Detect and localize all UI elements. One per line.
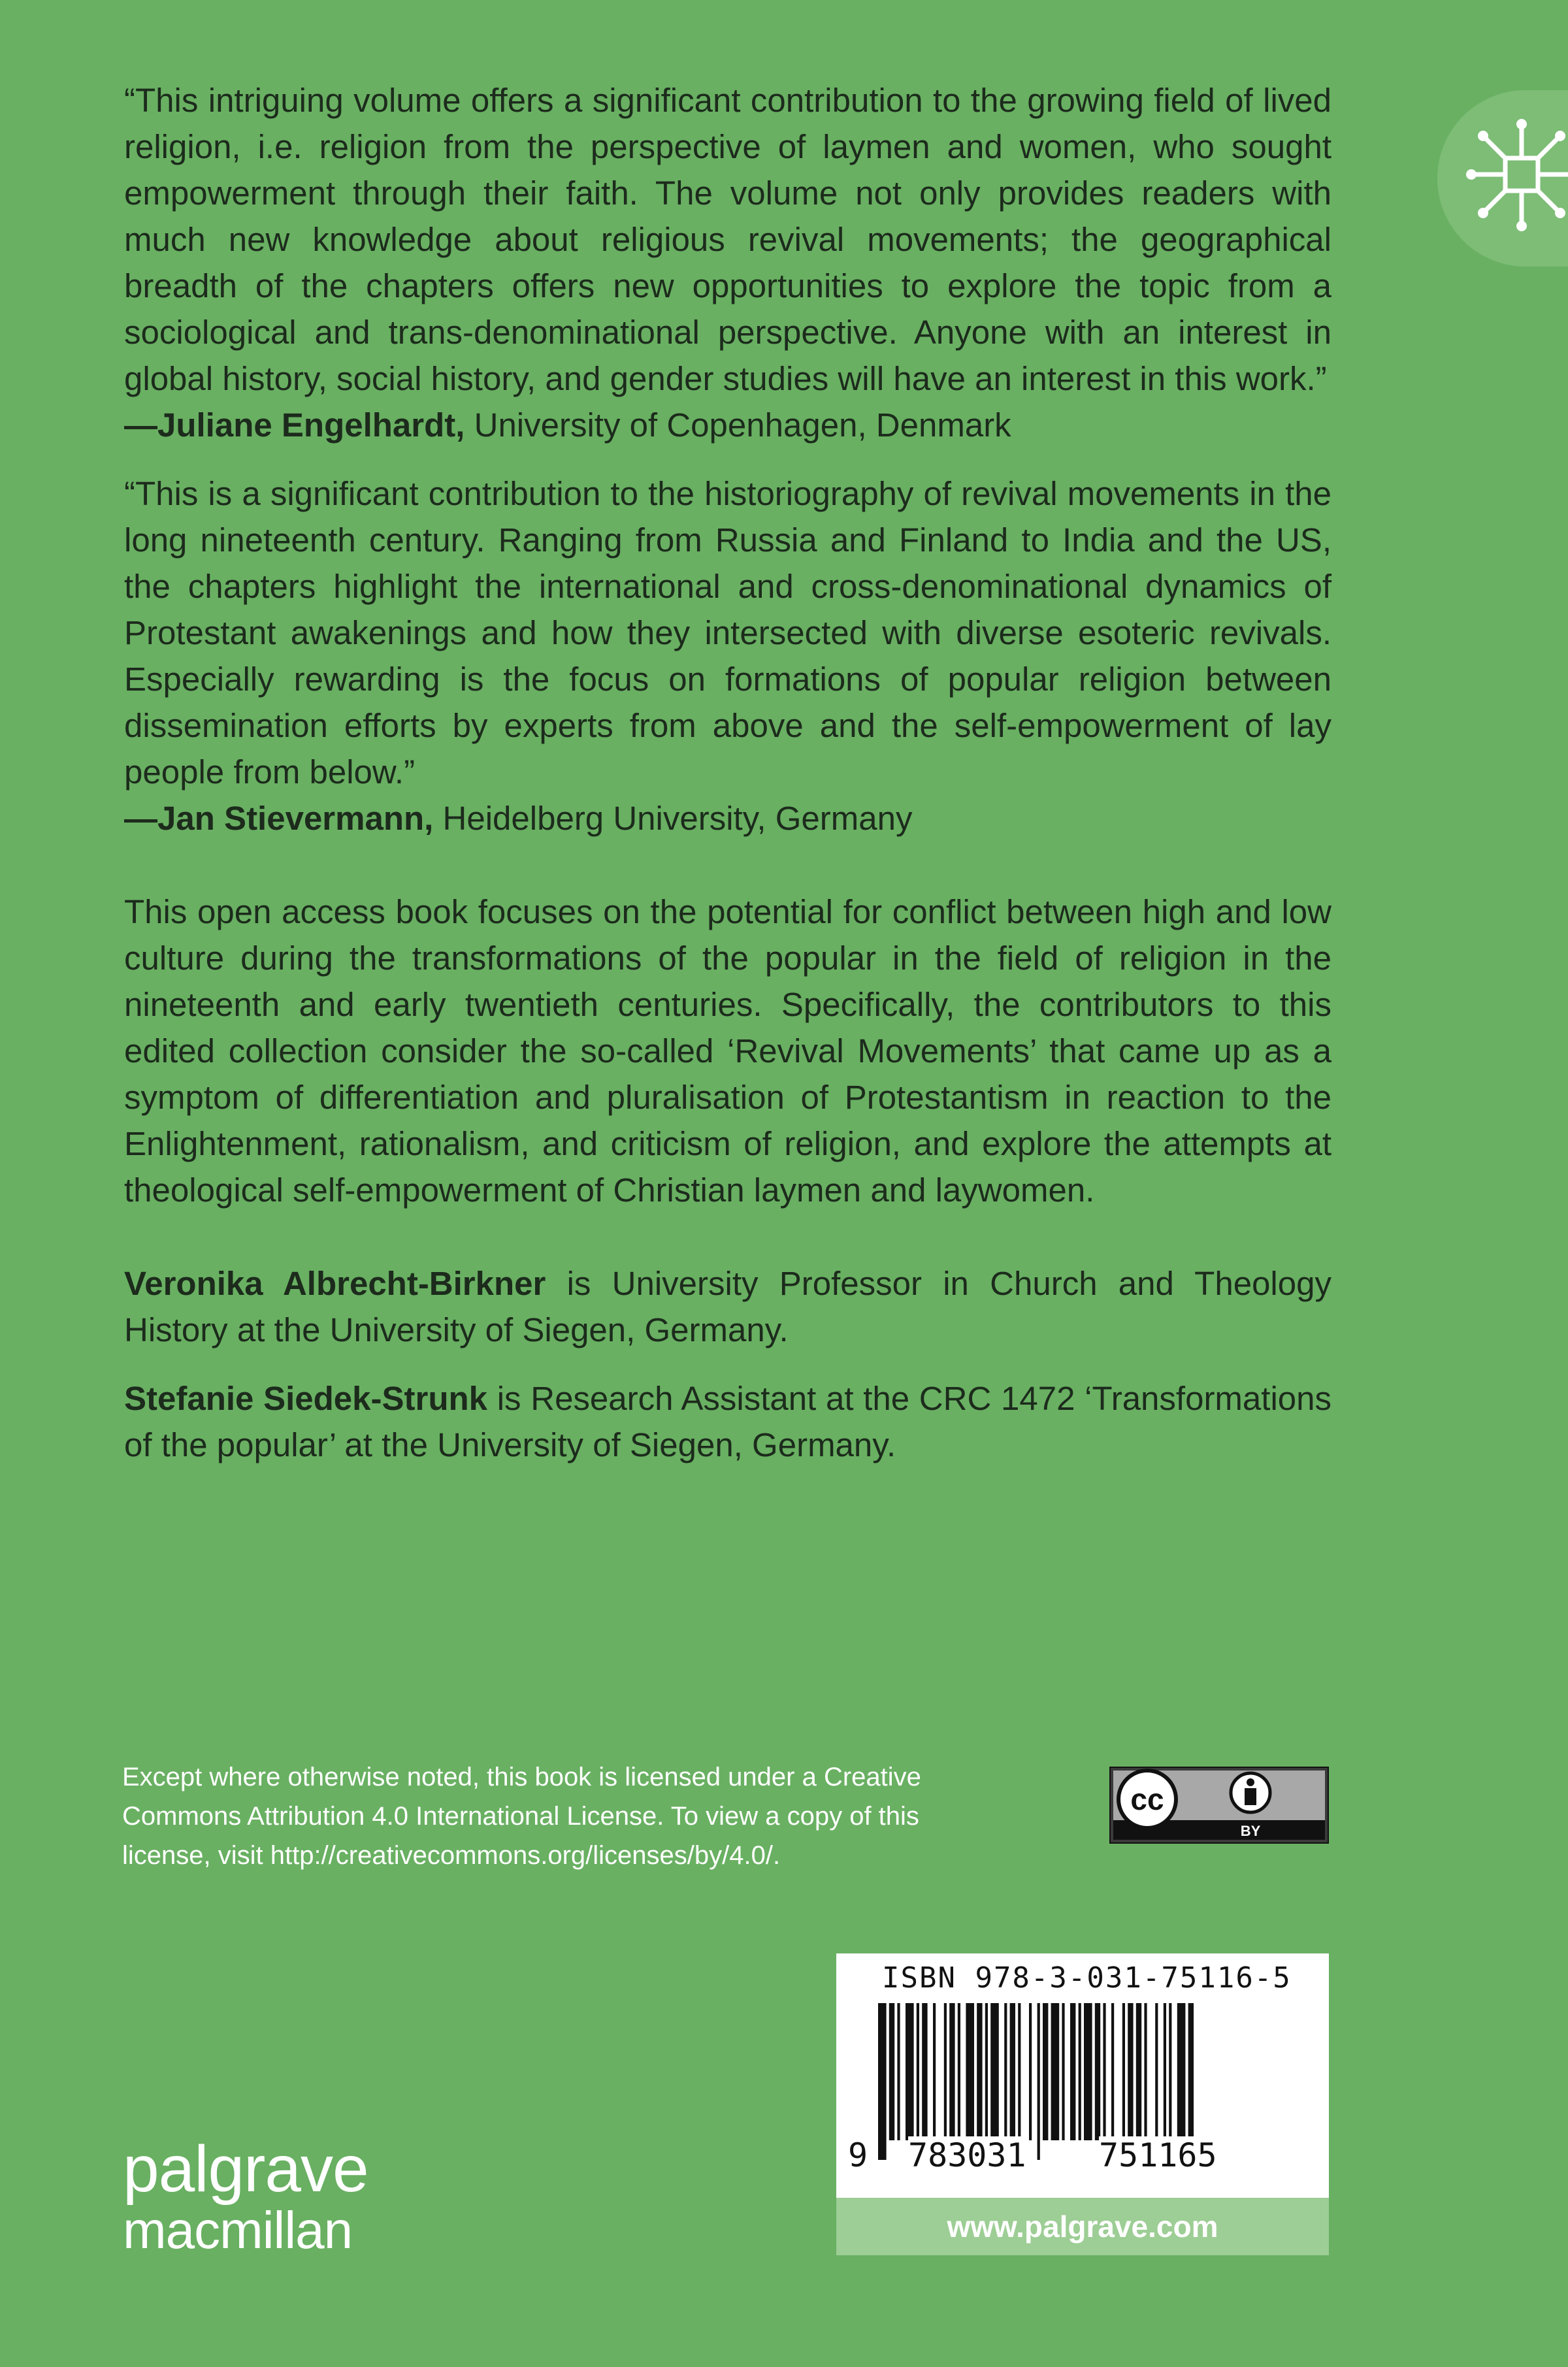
barcode-bar <box>958 2003 960 2140</box>
barcode-bar <box>977 2003 982 2140</box>
barcode-bar <box>1084 2003 1092 2140</box>
barcode-bar <box>1128 2003 1133 2140</box>
barcode-bar <box>1103 2003 1105 2140</box>
barcode-bar <box>1004 2003 1007 2140</box>
cc-by-label: BY <box>1240 1823 1261 1839</box>
barcode-bar <box>1136 2003 1141 2140</box>
isbn-digit-prefix: 9 <box>848 2136 868 2174</box>
editor-name-1: Veronika Albrecht-Birkner <box>124 1265 546 1302</box>
blurb-attribution-1 <box>124 402 1331 448</box>
barcode-bar <box>1062 2003 1064 2140</box>
editor-name-2: Stefanie Siedek-Strunk <box>124 1380 488 1417</box>
barcode-bar <box>933 2003 936 2140</box>
creative-commons-by-icon <box>1109 1767 1329 1844</box>
barcode-bar <box>1095 2003 1100 2140</box>
barcode-bar <box>1051 2003 1060 2140</box>
editor-bio-text-2: is Research Assistant at the CRC 1472 ‘Transformations of the popular’ at the University of Siegen, Germany. <box>124 1380 1332 1463</box>
barcode-bar <box>1144 2003 1147 2140</box>
barcode-bar <box>1070 2003 1075 2140</box>
blurb-attribution-2 <box>124 795 1331 841</box>
isbn-digits-left: 783031 <box>908 2136 1026 2174</box>
blurb-author-2: —Jan Stievermann, <box>124 800 434 837</box>
publisher-logo-line2: macmillan <box>123 2201 353 2259</box>
barcode-bar <box>1122 2003 1125 2140</box>
editor-bio-1 <box>124 1260 1331 1353</box>
barcode-bar <box>889 2003 894 2140</box>
barcode-bar <box>966 2003 974 2140</box>
editor-bio-2 <box>124 1375 1331 1468</box>
barcode-bar <box>1043 2003 1048 2140</box>
book-description: This open access book focuses on the potential for conflict between high and low culture during the transformations of the popular in the field of religion in the nineteenth and early twentieth centuries. Specifically, the contributors to this edited collection consider the so-called ‘Revival Movements’ that came up as a symptom of differentiation and pluralisation of Protestantism in reaction to the Enlightenment, rationalism, and criticism of religion, and explore the attempts at theological self-empowerment of Christian laymen and laywomen. <box>124 893 1331 1209</box>
barcode-bar <box>944 2003 947 2140</box>
barcode-bar <box>906 2003 914 2140</box>
license-notice: Except where otherwise noted, this book is licensed under a Creative Commons Attribution 4.0 International License. To view a copy of this license, visit http://creativecommons.org/licenses/by/4.0/. <box>122 1763 921 1870</box>
barcode-bar <box>1010 2003 1015 2140</box>
publisher-website: www.palgrave.com <box>836 2198 1329 2255</box>
barcode-bar <box>990 2003 999 2140</box>
barcode-bar <box>1029 2003 1032 2140</box>
publisher-logo-line1: palgrave <box>123 2132 368 2206</box>
barcode-bar <box>1177 2003 1186 2140</box>
cc-mark: cc <box>1130 1782 1164 1816</box>
barcode-bar <box>949 2003 955 2140</box>
network-logo-icon <box>1465 118 1568 235</box>
barcode-bar <box>1111 2003 1114 2140</box>
blurb-affiliation-2: Heidelberg University, Germany <box>433 800 913 837</box>
blurb-quote-1: “This intriguing volume offers a significant contribution to the growing field of lived religion, i.e. religion from the perspective of laymen and women, who sought empowerment through their faith. The volume not only provides readers with much new knowledge about religious revival movements; the geographical breadth of the chapters offers new opportunities to explore the topic from a sociological and trans-denominational perspective. Anyone with an interest in global history, social history, and gender studies will have an interest in this work.” <box>124 82 1331 397</box>
back-cover-text <box>124 77 1331 1468</box>
barcode-bar <box>1164 2003 1166 2140</box>
barcode-bar <box>1169 2003 1171 2140</box>
isbn-digits-right: 751165 <box>1099 2136 1217 2174</box>
publisher-logo <box>123 2132 368 2259</box>
barcode-bar <box>985 2003 988 2140</box>
blurb-author-1: —Juliane Engelhardt, <box>124 406 465 444</box>
editor-bio-text-1: is University Professor in Church and Theology History at the University of Siegen, Germany. <box>124 1265 1331 1348</box>
barcode-bar <box>1155 2003 1158 2140</box>
publisher-network-badge <box>1437 90 1568 267</box>
barcode-bar <box>917 2003 919 2140</box>
barcode-bar <box>922 2003 927 2140</box>
blurb-affiliation-1: University of Copenhagen, Denmark <box>465 406 1011 444</box>
isbn-label: ISBN 978-3-031-75116-5 <box>882 1961 1292 1995</box>
barcode-bar <box>897 2003 900 2140</box>
barcode-bar <box>1018 2003 1021 2140</box>
barcode-bar <box>1079 2003 1081 2140</box>
isbn-barcode <box>836 1953 1329 2198</box>
blurb-quote-2: “This is a significant contribution to the historiography of revival movements in the long nineteenth century. Ranging from Russia and Finland to India and the US, the chapters highlight the international and cross-denominational dynamics of Protestant awakenings and how they intersected with diverse esoteric revivals. Especially rewarding is the focus on formations of popular religion between dissemination efforts by experts from above and the self-empowerment of lay people from below.” <box>124 475 1331 791</box>
